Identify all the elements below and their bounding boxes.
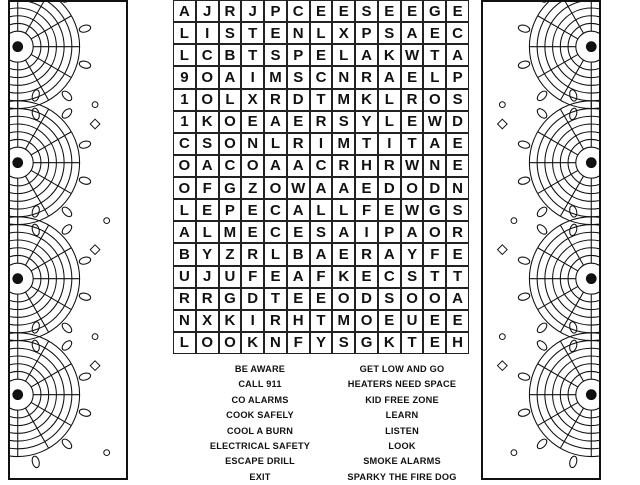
grid-cell: R [264, 89, 287, 111]
grid-cell: D [241, 288, 264, 310]
grid-cell: A [219, 66, 242, 88]
grid-cell: L [196, 221, 219, 243]
left-mandala-border [8, 0, 128, 480]
grid-cell: C [287, 0, 310, 22]
grid-cell: F [241, 266, 264, 288]
grid-cell: W [401, 155, 424, 177]
grid-cell: S [355, 0, 378, 22]
grid-cell: B [173, 243, 196, 265]
grid-cell: M [332, 310, 355, 332]
grid-cell: U [401, 310, 424, 332]
grid-cell: E [287, 288, 310, 310]
grid-cell: O [196, 89, 219, 111]
grid-cell: R [355, 66, 378, 88]
grid-cell: F [310, 266, 333, 288]
grid-cell: B [219, 44, 242, 66]
grid-cell: S [196, 133, 219, 155]
grid-cell: A [173, 221, 196, 243]
grid-cell: T [423, 44, 446, 66]
grid-cell: R [287, 133, 310, 155]
grid-cell: O [219, 332, 242, 354]
grid-cell: E [446, 310, 469, 332]
grid-cell: G [219, 177, 242, 199]
word-list-right-column [332, 362, 472, 485]
grid-cell: E [310, 44, 333, 66]
grid-cell: K [219, 310, 242, 332]
grid-cell: O [423, 288, 446, 310]
mandala-pattern-icon [10, 2, 126, 478]
grid-cell: O [264, 177, 287, 199]
grid-cell: A [332, 221, 355, 243]
grid-cell: A [401, 22, 424, 44]
grid-cell: K [196, 111, 219, 133]
grid-cell: Z [219, 243, 242, 265]
grid-cell: N [332, 66, 355, 88]
grid-cell: R [196, 288, 219, 310]
grid-cell: R [401, 89, 424, 111]
grid-cell: N [264, 332, 287, 354]
grid-cell: I [196, 22, 219, 44]
grid-cell: A [401, 221, 424, 243]
grid-cell: C [219, 155, 242, 177]
grid-cell: L [332, 199, 355, 221]
grid-cell: T [401, 332, 424, 354]
grid-cell: O [173, 177, 196, 199]
grid-cell: A [287, 199, 310, 221]
grid-cell: E [310, 0, 333, 22]
grid-cell: Y [401, 243, 424, 265]
grid-cell: E [310, 288, 333, 310]
grid-cell: N [446, 177, 469, 199]
grid-cell: R [355, 243, 378, 265]
grid-cell: E [196, 199, 219, 221]
word-item: LEARN [332, 408, 472, 423]
grid-cell: N [423, 155, 446, 177]
word-item: GET LOW AND GO [332, 362, 472, 377]
grid-cell: E [355, 266, 378, 288]
grid-cell: X [196, 310, 219, 332]
grid-cell: Y [196, 243, 219, 265]
word-search-grid [173, 0, 469, 354]
grid-cell: A [173, 0, 196, 22]
grid-cell: L [264, 133, 287, 155]
grid-cell: E [401, 0, 424, 22]
grid-cell: Y [310, 332, 333, 354]
grid-cell: X [332, 22, 355, 44]
grid-cell: I [241, 310, 264, 332]
grid-cell: E [241, 111, 264, 133]
grid-cell: K [378, 44, 401, 66]
grid-cell: R [264, 310, 287, 332]
grid-cell: S [332, 332, 355, 354]
grid-cell: E [264, 22, 287, 44]
grid-cell: 9 [173, 66, 196, 88]
grid-cell: B [287, 243, 310, 265]
grid-cell: S [446, 199, 469, 221]
grid-cell: A [264, 111, 287, 133]
grid-cell: G [219, 288, 242, 310]
grid-cell: H [355, 155, 378, 177]
grid-cell: P [446, 66, 469, 88]
word-item: SMOKE ALARMS [332, 454, 472, 469]
word-item: HEATERS NEED SPACE [332, 377, 472, 392]
grid-cell: F [423, 243, 446, 265]
grid-cell: S [332, 111, 355, 133]
grid-cell: T [241, 22, 264, 44]
grid-cell: P [219, 199, 242, 221]
grid-cell: W [423, 111, 446, 133]
grid-cell: E [423, 310, 446, 332]
grid-cell: C [264, 199, 287, 221]
grid-cell: O [219, 111, 242, 133]
grid-cell: A [196, 155, 219, 177]
grid-cell: E [378, 310, 401, 332]
grid-cell: P [355, 22, 378, 44]
grid-cell: I [355, 221, 378, 243]
grid-cell: E [401, 66, 424, 88]
grid-cell: E [446, 155, 469, 177]
grid-cell: P [287, 44, 310, 66]
grid-cell: O [196, 66, 219, 88]
grid-cell: E [241, 221, 264, 243]
grid-cell: M [219, 221, 242, 243]
grid-cell: M [264, 66, 287, 88]
grid-cell: L [173, 199, 196, 221]
grid-cell: C [378, 266, 401, 288]
grid-cell: S [310, 221, 333, 243]
grid-cell: E [401, 111, 424, 133]
word-item: LOOK [332, 439, 472, 454]
grid-cell: A [310, 243, 333, 265]
grid-cell: W [401, 199, 424, 221]
grid-cell: F [355, 199, 378, 221]
grid-cell: O [355, 310, 378, 332]
grid-cell: T [241, 44, 264, 66]
grid-cell: E [446, 0, 469, 22]
grid-cell: 1 [173, 89, 196, 111]
word-list-left-column [190, 362, 330, 485]
grid-cell: A [355, 44, 378, 66]
grid-cell: R [332, 155, 355, 177]
grid-cell: O [173, 155, 196, 177]
grid-cell: D [423, 177, 446, 199]
grid-cell: T [446, 266, 469, 288]
grid-cell: U [173, 266, 196, 288]
word-item: LISTEN [332, 424, 472, 439]
grid-cell: I [241, 66, 264, 88]
grid-cell: K [332, 266, 355, 288]
grid-cell: T [355, 133, 378, 155]
grid-cell: A [264, 155, 287, 177]
grid-cell: E [446, 133, 469, 155]
grid-cell: D [378, 177, 401, 199]
grid-cell: A [446, 288, 469, 310]
grid-cell: F [196, 177, 219, 199]
grid-cell: C [310, 66, 333, 88]
word-item: ESCAPE DRILL [190, 454, 330, 469]
word-item: COOL A BURN [190, 424, 330, 439]
grid-cell: O [241, 155, 264, 177]
grid-cell: P [264, 0, 287, 22]
grid-cell: S [378, 22, 401, 44]
grid-cell: A [287, 266, 310, 288]
grid-cell: W [287, 177, 310, 199]
grid-cell: O [196, 332, 219, 354]
grid-cell: C [264, 221, 287, 243]
grid-cell: E [287, 111, 310, 133]
word-item: KID FREE ZONE [332, 393, 472, 408]
grid-cell: E [446, 243, 469, 265]
grid-cell: R [241, 243, 264, 265]
grid-cell: P [378, 221, 401, 243]
grid-cell: O [401, 288, 424, 310]
grid-cell: H [446, 332, 469, 354]
grid-cell: E [355, 177, 378, 199]
grid-cell: S [264, 44, 287, 66]
grid-cell: L [310, 199, 333, 221]
grid-cell: R [378, 155, 401, 177]
word-item: CO ALARMS [190, 393, 330, 408]
grid-cell: A [378, 243, 401, 265]
word-item: SPARKY THE FIRE DOG [332, 470, 472, 485]
grid-cell: L [423, 66, 446, 88]
grid-cell: J [196, 266, 219, 288]
grid-cell: M [332, 133, 355, 155]
grid-cell: O [401, 177, 424, 199]
grid-cell: J [241, 0, 264, 22]
word-item: EXIT [190, 470, 330, 485]
grid-cell: K [241, 332, 264, 354]
grid-cell: W [401, 44, 424, 66]
grid-cell: H [287, 310, 310, 332]
grid-cell: E [332, 0, 355, 22]
grid-cell: I [310, 133, 333, 155]
grid-cell: 1 [173, 111, 196, 133]
grid-cell: T [310, 310, 333, 332]
grid-cell: O [423, 221, 446, 243]
grid-cell: F [287, 332, 310, 354]
grid-cell: S [219, 22, 242, 44]
grid-cell: T [401, 133, 424, 155]
grid-cell: E [332, 243, 355, 265]
grid-cell: L [173, 22, 196, 44]
grid-cell: L [173, 332, 196, 354]
grid-cell: A [332, 177, 355, 199]
grid-cell: S [287, 66, 310, 88]
grid-cell: E [423, 332, 446, 354]
grid-cell: G [423, 0, 446, 22]
grid-cell: C [310, 155, 333, 177]
grid-cell: N [287, 22, 310, 44]
grid-cell: S [378, 288, 401, 310]
word-item: BE AWARE [190, 362, 330, 377]
grid-cell: E [378, 0, 401, 22]
mandala-pattern-icon [483, 2, 599, 478]
grid-cell: S [401, 266, 424, 288]
grid-cell: R [446, 221, 469, 243]
grid-cell: A [310, 177, 333, 199]
grid-cell: L [332, 44, 355, 66]
grid-cell: G [423, 199, 446, 221]
grid-cell: M [332, 89, 355, 111]
word-item: COOK SAFELY [190, 408, 330, 423]
grid-cell: L [378, 89, 401, 111]
grid-cell: T [264, 288, 287, 310]
grid-cell: I [378, 133, 401, 155]
grid-cell: L [219, 89, 242, 111]
word-item: CALL 911 [190, 377, 330, 392]
grid-cell: O [332, 288, 355, 310]
grid-cell: D [355, 288, 378, 310]
grid-cell: C [196, 44, 219, 66]
grid-cell: T [423, 266, 446, 288]
grid-cell: D [287, 89, 310, 111]
grid-cell: E [287, 221, 310, 243]
grid-cell: K [378, 332, 401, 354]
grid-cell: L [310, 22, 333, 44]
grid-cell: E [423, 22, 446, 44]
grid-cell: A [446, 44, 469, 66]
right-mandala-border [481, 0, 601, 480]
grid-cell: A [423, 133, 446, 155]
grid-cell: O [219, 133, 242, 155]
grid-cell: X [241, 89, 264, 111]
grid-cell: L [264, 243, 287, 265]
grid-cell: R [173, 288, 196, 310]
grid-cell: Z [241, 177, 264, 199]
grid-cell: E [378, 199, 401, 221]
grid-cell: S [446, 89, 469, 111]
grid-cell: N [241, 133, 264, 155]
grid-cell: G [355, 332, 378, 354]
grid-cell: U [219, 266, 242, 288]
grid-cell: E [241, 199, 264, 221]
grid-cell: J [196, 0, 219, 22]
grid-cell: E [264, 266, 287, 288]
grid-cell: C [446, 22, 469, 44]
grid-cell: D [446, 111, 469, 133]
grid-cell: A [287, 155, 310, 177]
grid-cell: R [310, 111, 333, 133]
grid-cell: T [310, 89, 333, 111]
grid-cell: Y [355, 111, 378, 133]
grid-cell: R [219, 0, 242, 22]
grid-cell: C [173, 133, 196, 155]
grid-cell: N [173, 310, 196, 332]
grid-cell: A [378, 66, 401, 88]
grid-cell: K [355, 89, 378, 111]
word-item: ELECTRICAL SAFETY [190, 439, 330, 454]
grid-cell: L [378, 111, 401, 133]
grid-cell: L [173, 44, 196, 66]
grid-cell: O [423, 89, 446, 111]
